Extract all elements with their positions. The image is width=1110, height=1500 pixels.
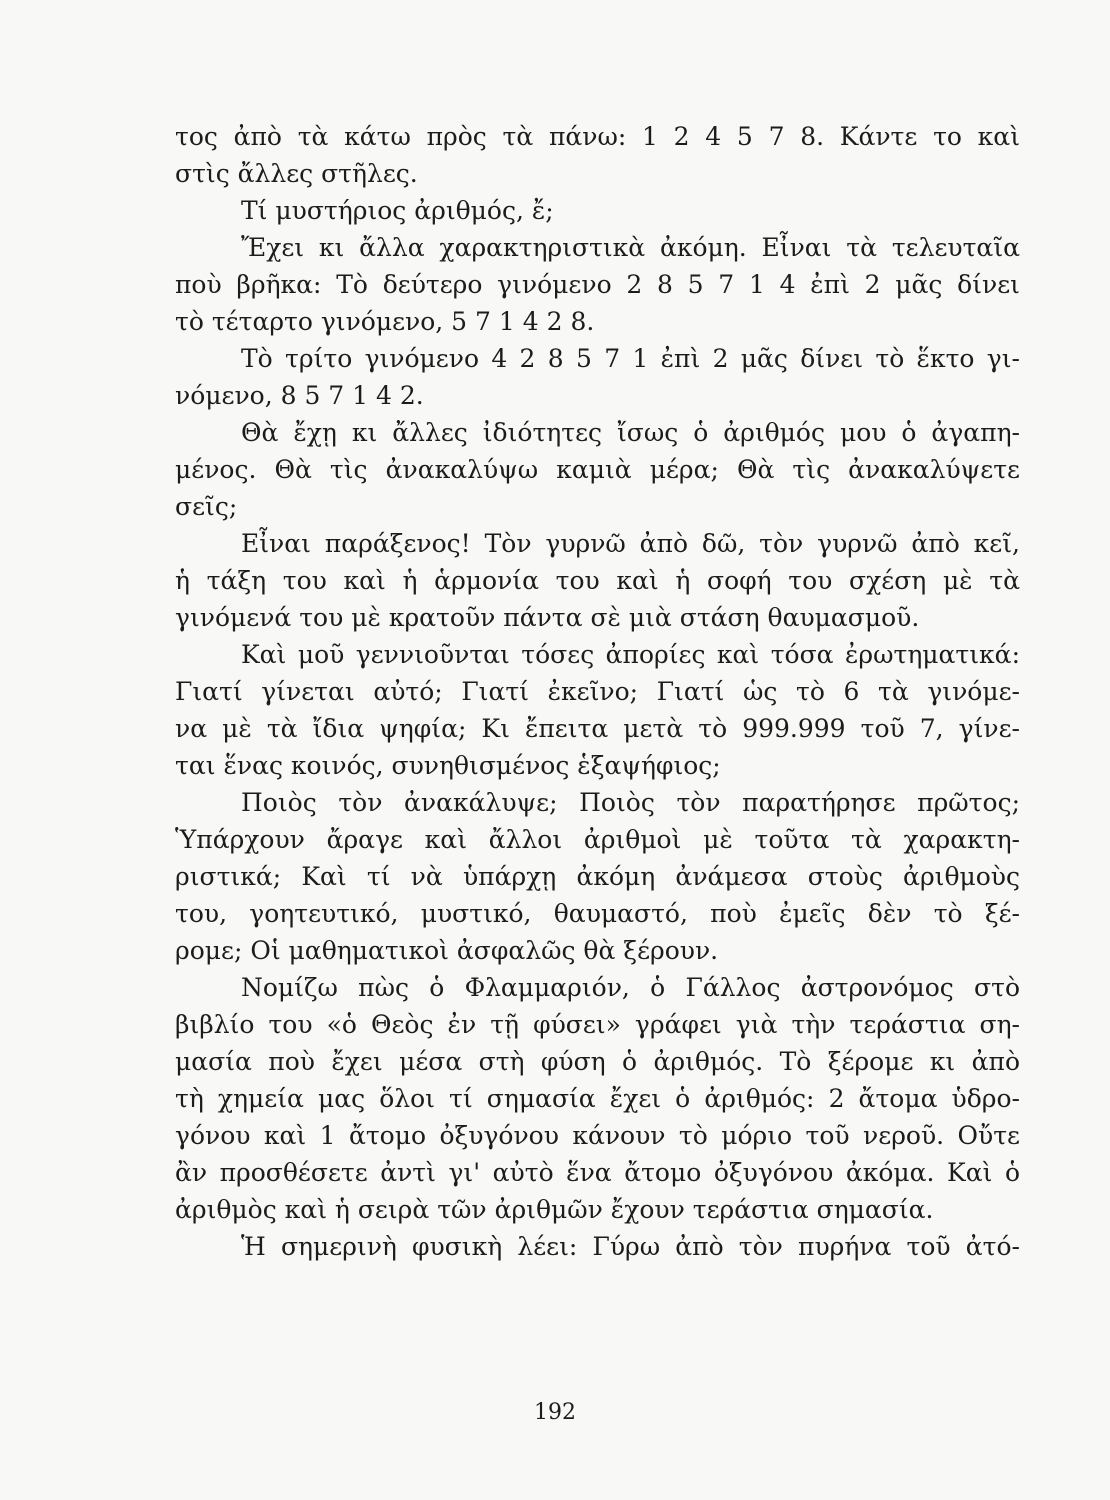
text-line: Θὰ ἔχῃ κι ἄλλες ἰδιότητες ἴσως ὁ ἀριθμός μου ὁ ἀγαπη- <box>241 418 1020 447</box>
page-number: 192 <box>534 1400 576 1425</box>
text-line: Ἔχει κι ἄλλα χαρακτηριστικὰ ἀκόμη. Εἶναι τὰ τελευταῖα <box>241 233 1020 262</box>
text-line: σεῖς; <box>175 492 238 521</box>
text-line: βιβλίο του «ὁ Θεὸς ἐν τῇ φύσει» γράφει γιὰ τὴν τεράστια ση- <box>175 1010 1020 1039</box>
text-line: Ἡ σημερινὴ φυσικὴ λέει: Γύρω ἀπὸ τὸν πυρήνα τοῦ ἀτό- <box>241 1232 1020 1261</box>
text-line: γινόμενά του μὲ κρατοῦν πάντα σὲ μιὰ στάση θαυμασμοῦ. <box>175 603 920 632</box>
text-line: στὶς ἄλλες στῆλες. <box>175 159 418 188</box>
text-line: του, γοητευτικό, μυστικό, θαυμαστό, ποὺ ἐμεῖς δὲν τὸ ξέ- <box>175 899 1020 928</box>
text-line: Τί μυστήριος ἀριθμός, ἔ; <box>241 196 554 225</box>
text-line: νόμενο, 8 5 7 1 4 2. <box>175 381 424 410</box>
text-line: Γιατί γίνεται αὐτό; Γιατί ἐκεῖνο; Γιατί ὡς τὸ 6 τὰ γινόμε- <box>175 677 1020 706</box>
text-line: Τὸ τρίτο γινόμενο 4 2 8 5 7 1 ἐπὶ 2 μᾶς δίνει τὸ ἕκτο γι- <box>241 344 1020 373</box>
text-line: Εἶναι παράξενος! Τὸν γυρνῶ ἀπὸ δῶ, τὸν γυρνῶ ἀπὸ κεῖ, <box>241 529 1020 558</box>
text-line: Νομίζω πὼς ὁ Φλαμμαριόν, ὁ Γάλλος ἀστρονόμος στὸ <box>241 973 1020 1002</box>
text-line: να μὲ τὰ ἴδια ψηφία; Κι ἔπειτα μετὰ τὸ 999.999 τοῦ 7, γίνε- <box>175 714 1020 743</box>
text-line: μασία ποὺ ἔχει μέσα στὴ φύση ὁ ἀριθμός. Τὸ ξέρομε κι ἀπὸ <box>175 1047 1020 1076</box>
text-line: ρομε; Οἱ μαθηματικοὶ ἀσφαλῶς θὰ ξέρουν. <box>175 936 719 965</box>
text-line: γόνου καὶ 1 ἄτομο ὀξυγόνου κάνουν τὸ μόριο τοῦ νεροῦ. Οὔτε <box>175 1121 1020 1150</box>
text-line: ριστικά; Καὶ τί νὰ ὑπάρχῃ ἀκόμη ἀνάμεσα στοὺς ἀριθμοὺς <box>175 862 1020 891</box>
text-line: ται ἕνας κοινός, συνηθισμένος ἑξαψήφιος; <box>175 751 721 780</box>
text-line: ποὺ βρῆκα: Τὸ δεύτερο γινόμενο 2 8 5 7 1 4 ἐπὶ 2 μᾶς δίνει <box>175 270 1020 299</box>
text-line: ἂν προσθέσετε ἀντὶ γι' αὐτὸ ἕνα ἄτομο ὀξυγόνου ἀκόμα. Καὶ ὁ <box>175 1158 1020 1187</box>
text-line: μένος. Θὰ τὶς ἀνακαλύψω καμιὰ μέρα; Θὰ τὶς ἀνακαλύψετε <box>175 455 1020 484</box>
text-line: Ὑπάρχουν ἄραγε καὶ ἄλλοι ἀριθμοὶ μὲ τοῦτα τὰ χαρακτη- <box>175 825 1020 854</box>
text-line: ἀριθμὸς καὶ ἡ σειρὰ τῶν ἀριθμῶν ἔχουν τεράστια σημασία. <box>175 1195 934 1224</box>
text-line: ἡ τάξη του καὶ ἡ ἁρμονία του καὶ ἡ σοφή του σχέση μὲ τὰ <box>175 566 1020 595</box>
text-line: Ποιὸς τὸν ἀνακάλυψε; Ποιὸς τὸν παρατήρησε πρῶτος; <box>241 788 1020 817</box>
text-line: τὸ τέταρτο γινόμενο, 5 7 1 4 2 8. <box>175 307 595 336</box>
body-text <box>175 118 1020 1265</box>
text-line: τὴ χημεία μας ὅλοι τί σημασία ἔχει ὁ ἀριθμός: 2 ἄτομα ὑδρο- <box>175 1084 1020 1113</box>
text-line: Καὶ μοῦ γεννιοῦνται τόσες ἀπορίες καὶ τόσα ἐρωτηματικά: <box>241 640 1020 669</box>
text-line: τος ἀπὸ τὰ κάτω πρὸς τὰ πάνω: 1 2 4 5 7 8. Κάντε το καὶ <box>175 122 1020 151</box>
